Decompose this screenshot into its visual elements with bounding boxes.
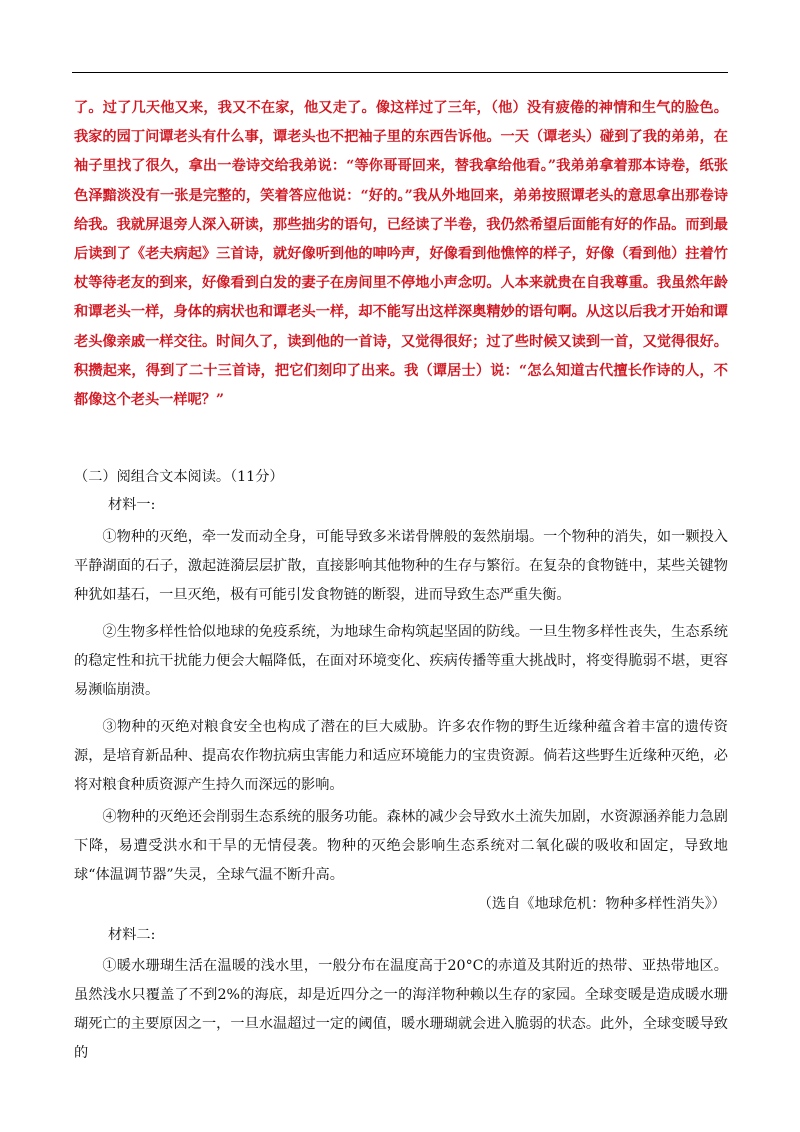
material-one-label: 材料一: (108, 497, 156, 513)
material-two-paragraph-1: ①暖水珊瑚生活在温暖的浅水里，一般分布在温度高于20°C的赤道及其附近的热带、亚热带地区。虽然浅水只覆盖了不到2%的海底，却是近四分之一的海洋物种赖以生存的家园。全球变暖是造成暖水珊瑚死亡的主要原因之一，一旦水温超过一定的阈值，暖水珊瑚就会进入脆弱的状态。此外，全球变暖导致的 (74, 958, 728, 1061)
material-one-paragraph-2: ②生物多样性恰似地球的免疫系统，为地球生命构筑起坚固的防线。一旦生物多样性丧失，生态系统的稳定性和抗干扰能力便会大幅降低，在面对环境变化、疾病传播等重大挑战时，将变得脆弱不堪，更容易濒临崩溃。 (74, 624, 728, 698)
material-one-paragraph-1: ①物种的灭绝，牵一发而动全身，可能导致多米诺骨牌般的轰然崩塌。一个物种的消失，如一颗投入平静湖面的石子，激起涟漪层层扩散，直接影响其他物种的生存与繁衍。在复杂的食物链中，某些关键物种犹如基石，一旦灭绝，极有可能引发食物链的断裂，进而导致生态严重失衡。 (74, 529, 728, 603)
header-rule (72, 72, 728, 73)
section-title: （二）阅组合文本阅读。（11分） (74, 469, 284, 485)
material-one-source: （选自《地球危机：物种多样性消失》） (477, 896, 726, 912)
translation-text-block (74, 94, 728, 415)
translation-paragraph: 了。过了几天他又来，我又不在家，他又走了。像这样过了三年，（他）没有疲倦的神情和生气的脸色。我家的园丁问谭老头有什么事，谭老头也不把袖子里的东西告诉他。一天（谭老头）碰到了我的弟弟，在袖子里找了很久，拿出一卷诗交给我弟说：“等你哥哥回来，替我拿给他看。”我弟弟拿着那本诗卷，纸张色泽黯淡没有一张是完整的，笑着答应他说：“好的。”我从外地回来，弟弟按照谭老头的意思拿出那卷诗给我。我就屏退旁人深入研读，那些拙劣的语句，已经读了半卷，我仍然希望后面能有好的作品。而到最后读到了《老夫病起》三首诗，就好像听到他的呻吟声，好像看到他憔悴的样子，好像（看到他）拄着竹杖等待老友的到来，好像看到白发的妻子在房间里不停地小声念叨。人本来就贵在自我尊重。我虽然年龄和谭老头一样，身体的病状也和谭老头一样，却不能写出这样深奥精妙的语句啊。从这以后我才开始和谭老头像亲戚一样交往。时间久了，读到他的一首诗，又觉得很好；过了些时候又读到一首，又觉得很好。积攒起来，得到了二十三首诗，把它们刻印了出来。我（谭居士）说：“怎么知道古代擅长作诗的人，不都像这个老头一样呢？” (74, 100, 728, 409)
material-one-paragraph-4: ④物种的灭绝还会削弱生态系统的服务功能。森林的减少会导致水土流失加剧，水资源涵养能力急剧下降，易遭受洪水和干旱的无情侵袭。物种的灭绝会影响生态系统对二氧化碳的吸收和固定，导致地球“体温调节器”失灵，全球气温不断升高。 (74, 809, 728, 883)
material-one-paragraph-3: ③物种的灭绝对粮食安全也构成了潜在的巨大威胁。许多农作物的野生近缘种蕴含着丰富的遗传资源，是培育新品种、提高农作物抗病虫害能力和适应环境能力的宝贵资源。倘若这些野生近缘种灭绝，必将对粮食种质资源产生持久而深远的影响。 (74, 719, 728, 793)
material-two-label: 材料二: (108, 927, 156, 943)
